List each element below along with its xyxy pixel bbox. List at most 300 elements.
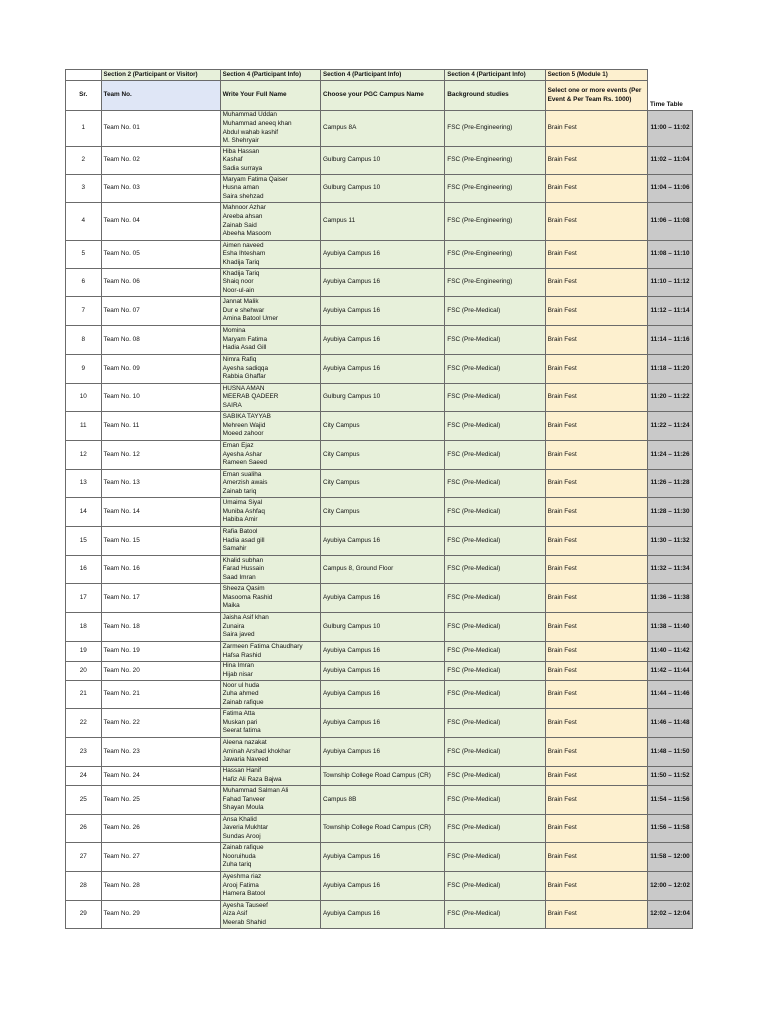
column-header-campus[interactable]: Choose your PGC Campus Name	[320, 81, 444, 111]
background-cell[interactable]: FSC (Pre-Medical)	[445, 872, 545, 901]
sr-cell[interactable]: 27	[66, 843, 102, 872]
sr-cell[interactable]: 9	[66, 355, 102, 384]
team-cell[interactable]: Team No. 25	[101, 786, 220, 815]
participant-name: HUSNA AMAN	[222, 384, 265, 392]
table-row	[66, 709, 693, 738]
team-cell[interactable]: Team No. 15	[101, 527, 220, 556]
table-row	[66, 498, 693, 527]
participant-name: Arooj Fatima	[222, 881, 259, 889]
time-cell[interactable]: 11:14 – 11:16	[648, 326, 693, 355]
campus-cell[interactable]: Campus 8A	[320, 111, 444, 147]
background-cell[interactable]: FSC (Pre-Engineering)	[445, 241, 545, 269]
background-cell[interactable]: FSC (Pre-Engineering)	[445, 203, 545, 241]
participant-name: Muhammad aneeq khan	[222, 119, 292, 127]
background-cell[interactable]: FSC (Pre-Medical)	[445, 384, 545, 412]
campus-cell[interactable]: Ayubiya Campus 16	[320, 872, 444, 901]
team-cell[interactable]: Team No. 06	[101, 269, 220, 297]
event-cell[interactable]: Brain Fest	[545, 412, 647, 441]
sr-cell[interactable]: 11	[66, 412, 102, 441]
campus-cell[interactable]: Ayubiya Campus 16	[320, 738, 444, 767]
background-cell[interactable]: FSC (Pre-Medical)	[445, 843, 545, 872]
names-cell[interactable]	[220, 709, 320, 738]
participant-name: Aimen naveed	[222, 241, 264, 249]
event-cell[interactable]: Brain Fest	[545, 297, 647, 326]
event-cell[interactable]: Brain Fest	[545, 681, 647, 709]
time-cell[interactable]: 11:50 – 11:52	[648, 767, 693, 786]
team-cell[interactable]: Team No. 27	[101, 843, 220, 872]
participant-name: Ayesha sadiqqa	[222, 364, 269, 372]
time-cell[interactable]: 12:00 – 12:02	[648, 872, 693, 901]
names-cell[interactable]	[220, 872, 320, 901]
sr-cell[interactable]: 15	[66, 527, 102, 556]
participant-name: Sundas Arooj	[222, 832, 261, 840]
event-cell[interactable]: Brain Fest	[545, 470, 647, 498]
table-row	[66, 815, 693, 843]
campus-cell[interactable]: City Campus	[320, 470, 444, 498]
event-cell[interactable]: Brain Fest	[545, 556, 647, 584]
names-cell[interactable]	[220, 556, 320, 584]
section-header-cell[interactable]: Section 2 (Participant or Visitor)	[101, 70, 220, 81]
time-cell[interactable]: 11:36 – 11:38	[648, 584, 693, 613]
time-cell[interactable]: 11:32 – 11:34	[648, 556, 693, 584]
participant-name: Ayeshma riaz	[222, 873, 262, 881]
time-cell[interactable]: 11:38 – 11:40	[648, 613, 693, 642]
table-row	[66, 269, 693, 297]
event-cell[interactable]: Brain Fest	[545, 111, 647, 147]
campus-cell[interactable]: Ayubiya Campus 16	[320, 527, 444, 556]
background-cell[interactable]: FSC (Pre-Medical)	[445, 470, 545, 498]
sr-cell[interactable]: 6	[66, 269, 102, 297]
event-cell[interactable]: Brain Fest	[545, 738, 647, 767]
names-cell[interactable]	[220, 297, 320, 326]
table-row	[66, 241, 693, 269]
names-cell[interactable]	[220, 241, 320, 269]
event-cell[interactable]: Brain Fest	[545, 241, 647, 269]
participant-name: Rameen Saeed	[222, 459, 268, 467]
participant-name: Hadia Asad Gill	[222, 344, 267, 352]
participant-name: Samahir	[222, 545, 247, 553]
team-cell[interactable]: Team No. 02	[101, 147, 220, 175]
event-cell[interactable]: Brain Fest	[545, 175, 647, 203]
table-row	[66, 613, 693, 642]
sr-cell[interactable]: 10	[66, 384, 102, 412]
background-cell[interactable]: FSC (Pre-Medical)	[445, 662, 545, 681]
event-cell[interactable]: Brain Fest	[545, 613, 647, 642]
campus-cell[interactable]: Ayubiya Campus 16	[320, 355, 444, 384]
names-cell[interactable]	[220, 738, 320, 767]
table-body	[66, 70, 693, 929]
campus-cell[interactable]: Campus 8B	[320, 786, 444, 815]
sr-cell[interactable]: 14	[66, 498, 102, 527]
participant-name: Aiza Asif	[222, 910, 248, 918]
names-cell[interactable]	[220, 412, 320, 441]
column-header-event[interactable]: Select one or more events (Per Event & Per Team Rs. 1000)	[545, 81, 647, 111]
names-cell[interactable]	[220, 901, 320, 929]
participant-name: Shayan Moula	[222, 804, 264, 812]
names-cell[interactable]	[220, 384, 320, 412]
column-header-timetable[interactable]: Time Table	[648, 81, 693, 111]
time-cell[interactable]: 11:30 – 11:32	[648, 527, 693, 556]
participant-name: Farad Hussain	[222, 565, 265, 573]
names-cell[interactable]	[220, 326, 320, 355]
team-cell[interactable]: Team No. 18	[101, 613, 220, 642]
participant-name: Hafiz Ali Raza Bajwa	[222, 776, 282, 783]
participant-name: Rabbia Ghaffar	[222, 373, 266, 381]
campus-cell[interactable]: Ayubiya Campus 16	[320, 662, 444, 681]
background-cell[interactable]: FSC (Pre-Medical)	[445, 498, 545, 527]
participant-name: Habiba Amir	[222, 516, 258, 524]
background-cell[interactable]: FSC (Pre-Medical)	[445, 527, 545, 556]
participant-name: Meerab Shahid	[222, 918, 266, 926]
background-cell[interactable]: FSC (Pre-Medical)	[445, 642, 545, 662]
time-cell[interactable]: 11:06 – 11:08	[648, 203, 693, 241]
participant-name: Umaima Siyal	[222, 499, 263, 507]
time-cell[interactable]: 11:44 – 11:46	[648, 681, 693, 709]
background-cell[interactable]: FSC (Pre-Medical)	[445, 613, 545, 642]
section-header-cell[interactable]: Section 4 (Participant Info)	[220, 70, 320, 81]
event-cell[interactable]: Brain Fest	[545, 355, 647, 384]
names-cell[interactable]	[220, 147, 320, 175]
background-cell[interactable]: FSC (Pre-Medical)	[445, 681, 545, 709]
team-cell[interactable]: Team No. 03	[101, 175, 220, 203]
team-cell[interactable]: Team No. 19	[101, 642, 220, 662]
participant-name: Abeeha Masoom	[222, 230, 271, 238]
sr-cell[interactable]: 20	[66, 662, 102, 681]
time-cell[interactable]: 11:02 – 11:04	[648, 147, 693, 175]
event-cell[interactable]: Brain Fest	[545, 498, 647, 527]
names-cell[interactable]	[220, 111, 320, 147]
names-cell[interactable]	[220, 843, 320, 872]
section-header-cell[interactable]: Section 5 (Module 1)	[545, 70, 647, 81]
table-row	[66, 147, 693, 175]
campus-cell[interactable]: City Campus	[320, 441, 444, 470]
background-cell[interactable]: FSC (Pre-Medical)	[445, 709, 545, 738]
participant-name: Husna aman	[222, 184, 259, 192]
team-cell[interactable]: Team No. 12	[101, 441, 220, 470]
participant-name: Zuha tariq	[222, 861, 252, 869]
time-cell[interactable]: 11:12 – 11:14	[648, 297, 693, 326]
background-cell[interactable]: FSC (Pre-Engineering)	[445, 269, 545, 297]
campus-cell[interactable]: Gulburg Campus 10	[320, 147, 444, 175]
team-cell[interactable]: Team No. 20	[101, 662, 220, 681]
background-cell[interactable]: FSC (Pre-Engineering)	[445, 111, 545, 147]
time-cell[interactable]: 11:22 – 11:24	[648, 412, 693, 441]
event-cell[interactable]: Brain Fest	[545, 767, 647, 786]
participant-name: Hiba Hassan	[222, 147, 260, 155]
background-cell[interactable]: FSC (Pre-Medical)	[445, 556, 545, 584]
event-cell[interactable]: Brain Fest	[545, 786, 647, 815]
time-cell[interactable]: 11:28 – 11:30	[648, 498, 693, 527]
sr-cell[interactable]: 4	[66, 203, 102, 241]
event-cell[interactable]: Brain Fest	[545, 872, 647, 901]
participant-name: Hafsa Rashid	[222, 651, 262, 659]
names-cell[interactable]	[220, 355, 320, 384]
section-header-blank-cell[interactable]	[66, 70, 102, 81]
sr-cell[interactable]: 13	[66, 470, 102, 498]
sr-cell[interactable]: 24	[66, 767, 102, 786]
sr-cell[interactable]: 29	[66, 901, 102, 929]
campus-cell[interactable]: Gulburg Campus 10	[320, 384, 444, 412]
time-cell[interactable]: 11:54 – 11:56	[648, 786, 693, 815]
team-cell[interactable]: Team No. 11	[101, 412, 220, 441]
section-header-empty	[648, 70, 693, 81]
background-cell[interactable]: FSC (Pre-Medical)	[445, 901, 545, 929]
team-cell[interactable]: Team No. 13	[101, 470, 220, 498]
event-cell[interactable]: Brain Fest	[545, 269, 647, 297]
participant-name: Muhammad Uddan	[222, 111, 277, 119]
campus-cell[interactable]: City Campus	[320, 498, 444, 527]
section-header-row	[66, 70, 693, 81]
participant-name: Aminah Arshad khokhar	[222, 747, 291, 755]
participant-name: M. Shehryair	[222, 137, 259, 145]
participant-name: Jawaria Naveed	[222, 756, 269, 764]
time-cell[interactable]: 11:18 – 11:20	[648, 355, 693, 384]
team-cell[interactable]: Team No. 14	[101, 498, 220, 527]
team-cell[interactable]: Team No. 05	[101, 241, 220, 269]
sr-cell[interactable]: 19	[66, 642, 102, 662]
sr-cell[interactable]: 23	[66, 738, 102, 767]
participant-name: Zainab rafique	[222, 698, 264, 706]
campus-cell[interactable]: Gulburg Campus 10	[320, 613, 444, 642]
campus-cell[interactable]: Ayubiya Campus 16	[320, 901, 444, 929]
background-cell[interactable]: FSC (Pre-Engineering)	[445, 175, 545, 203]
time-cell[interactable]: 11:56 – 11:58	[648, 815, 693, 843]
sr-cell[interactable]: 7	[66, 297, 102, 326]
table-row	[66, 738, 693, 767]
time-cell[interactable]: 11:04 – 11:06	[648, 175, 693, 203]
background-cell[interactable]: FSC (Pre-Medical)	[445, 815, 545, 843]
time-cell[interactable]: 11:00 – 11:02	[648, 111, 693, 147]
participant-name: Muniba Ashfaq	[222, 507, 265, 515]
table-row	[66, 843, 693, 872]
section-header-cell[interactable]: Section 4 (Participant Info)	[445, 70, 545, 81]
names-cell[interactable]	[220, 681, 320, 709]
time-cell[interactable]: 11:24 – 11:26	[648, 441, 693, 470]
time-cell[interactable]: 11:10 – 11:12	[648, 269, 693, 297]
event-cell[interactable]: Brain Fest	[545, 326, 647, 355]
time-cell[interactable]: 11:48 – 11:50	[648, 738, 693, 767]
background-cell[interactable]: FSC (Pre-Medical)	[445, 297, 545, 326]
table-row	[66, 642, 693, 662]
team-cell[interactable]: Team No. 10	[101, 384, 220, 412]
names-cell[interactable]	[220, 642, 320, 662]
participant-name: Hadia asad gill	[222, 536, 265, 544]
sr-cell[interactable]: 21	[66, 681, 102, 709]
team-cell[interactable]: Team No. 01	[101, 111, 220, 147]
participant-name: Momina	[222, 327, 246, 335]
participant-name: Khadija Tariq	[222, 258, 260, 266]
event-cell[interactable]: Brain Fest	[545, 709, 647, 738]
column-header-sr[interactable]: Sr.	[66, 81, 102, 111]
campus-cell[interactable]: Ayubiya Campus 16	[320, 326, 444, 355]
background-cell[interactable]: FSC (Pre-Medical)	[445, 767, 545, 786]
table-row	[66, 355, 693, 384]
table-row	[66, 470, 693, 498]
column-header-background[interactable]: Background studies	[445, 81, 545, 111]
campus-cell[interactable]: Ayubiya Campus 16	[320, 241, 444, 269]
team-cell[interactable]: Team No. 26	[101, 815, 220, 843]
table-row	[66, 111, 693, 147]
participant-name: Abdul wahab kashif	[222, 128, 279, 136]
event-cell[interactable]: Brain Fest	[545, 527, 647, 556]
sr-cell[interactable]: 28	[66, 872, 102, 901]
sr-cell[interactable]: 26	[66, 815, 102, 843]
sr-cell[interactable]: 17	[66, 584, 102, 613]
names-cell[interactable]	[220, 269, 320, 297]
participant-name: Noor ul huda	[222, 681, 260, 689]
background-cell[interactable]: FSC (Pre-Medical)	[445, 412, 545, 441]
participant-name: Khalid subhan	[222, 556, 264, 564]
column-header-name[interactable]: Write Your Full Name	[220, 81, 320, 111]
table-row	[66, 556, 693, 584]
event-cell[interactable]: Brain Fest	[545, 441, 647, 470]
names-cell[interactable]	[220, 662, 320, 681]
participant-name: Moeed zahoor	[222, 430, 264, 438]
participant-name: Masooma Rashid	[222, 593, 273, 601]
event-cell[interactable]: Brain Fest	[545, 147, 647, 175]
time-cell[interactable]: 11:40 – 11:42	[648, 642, 693, 662]
participant-name: Eman Ejaz	[222, 442, 254, 450]
sr-cell[interactable]: 2	[66, 147, 102, 175]
background-cell[interactable]: FSC (Pre-Engineering)	[445, 147, 545, 175]
event-cell[interactable]: Brain Fest	[545, 843, 647, 872]
sr-cell[interactable]: 18	[66, 613, 102, 642]
names-cell[interactable]	[220, 613, 320, 642]
names-cell[interactable]	[220, 815, 320, 843]
names-cell[interactable]	[220, 470, 320, 498]
column-header-row	[66, 81, 693, 111]
campus-cell[interactable]: Ayubiya Campus 16	[320, 709, 444, 738]
team-cell[interactable]: Team No. 07	[101, 297, 220, 326]
participant-name: Muskan pari	[222, 718, 258, 726]
event-cell[interactable]: Brain Fest	[545, 584, 647, 613]
table-row	[66, 662, 693, 681]
time-cell[interactable]: 11:08 – 11:10	[648, 241, 693, 269]
time-cell[interactable]: 12:02 – 12:04	[648, 901, 693, 929]
participant-name: Jaisha Asif khan	[222, 614, 269, 622]
sr-cell[interactable]: 5	[66, 241, 102, 269]
event-cell[interactable]: Brain Fest	[545, 901, 647, 929]
team-cell[interactable]: Team No. 04	[101, 203, 220, 241]
team-cell[interactable]: Team No. 22	[101, 709, 220, 738]
campus-cell[interactable]: Ayubiya Campus 16	[320, 297, 444, 326]
background-cell[interactable]: FSC (Pre-Medical)	[445, 786, 545, 815]
campus-cell[interactable]: Township College Road Campus (CR)	[320, 767, 444, 786]
participant-name: Hijab nisar	[222, 671, 253, 678]
team-cell[interactable]: Team No. 28	[101, 872, 220, 901]
participant-name: Sheeza Qasim	[222, 585, 265, 593]
participant-name: Khadija Tariq	[222, 269, 260, 277]
event-cell[interactable]: Brain Fest	[545, 384, 647, 412]
names-cell[interactable]	[220, 203, 320, 241]
sr-cell[interactable]: 3	[66, 175, 102, 203]
sr-cell[interactable]: 8	[66, 326, 102, 355]
time-cell[interactable]: 11:26 – 11:28	[648, 470, 693, 498]
team-cell[interactable]: Team No. 09	[101, 355, 220, 384]
campus-cell[interactable]: Township College Road Campus (CR)	[320, 815, 444, 843]
participant-name: Sadia surraya	[222, 164, 263, 172]
campus-cell[interactable]: Ayubiya Campus 16	[320, 584, 444, 613]
background-cell[interactable]: FSC (Pre-Medical)	[445, 584, 545, 613]
participant-name: Aleena nazakat	[222, 739, 267, 747]
background-cell[interactable]: FSC (Pre-Medical)	[445, 738, 545, 767]
team-cell[interactable]: Team No. 21	[101, 681, 220, 709]
participant-name: Ayesha Ashar	[222, 450, 262, 458]
campus-cell[interactable]: City Campus	[320, 412, 444, 441]
table-row	[66, 872, 693, 901]
names-cell[interactable]	[220, 786, 320, 815]
event-cell[interactable]: Brain Fest	[545, 815, 647, 843]
participant-name: Zarmeen Fatima Chaudhary	[222, 642, 303, 650]
time-cell[interactable]: 11:20 – 11:22	[648, 384, 693, 412]
participant-name: Maryam Fatima Qaiser	[222, 175, 288, 183]
team-cell[interactable]: Team No. 17	[101, 584, 220, 613]
sr-cell[interactable]: 12	[66, 441, 102, 470]
team-cell[interactable]: Team No. 29	[101, 901, 220, 929]
background-cell[interactable]: FSC (Pre-Medical)	[445, 326, 545, 355]
names-cell[interactable]	[220, 584, 320, 613]
sr-cell[interactable]: 22	[66, 709, 102, 738]
campus-cell[interactable]: Ayubiya Campus 16	[320, 681, 444, 709]
table-row	[66, 527, 693, 556]
participant-name: Hassan Hanif	[222, 767, 262, 775]
participant-name: MEERAB QADEER	[222, 393, 279, 401]
campus-cell[interactable]: Ayubiya Campus 16	[320, 843, 444, 872]
participant-name: Zuha ahmed	[222, 690, 259, 698]
team-cell[interactable]: Team No. 24	[101, 767, 220, 786]
participant-name: Hamera Batool	[222, 890, 266, 898]
table-row	[66, 175, 693, 203]
background-cell[interactable]: FSC (Pre-Medical)	[445, 355, 545, 384]
team-cell[interactable]: Team No. 08	[101, 326, 220, 355]
participant-name: Saira javed	[222, 631, 255, 639]
campus-cell[interactable]: Campus 11	[320, 203, 444, 241]
participant-name: Nimra Rafiq	[222, 356, 257, 364]
sr-cell[interactable]: 25	[66, 786, 102, 815]
campus-cell[interactable]: Gulburg Campus 10	[320, 175, 444, 203]
sr-cell[interactable]: 16	[66, 556, 102, 584]
sr-cell[interactable]: 1	[66, 111, 102, 147]
participant-name: Saira shehzad	[222, 192, 264, 200]
campus-cell[interactable]: Campus 8, Ground Floor	[320, 556, 444, 584]
time-cell[interactable]: 11:42 – 11:44	[648, 662, 693, 681]
event-cell[interactable]: Brain Fest	[545, 203, 647, 241]
team-cell[interactable]: Team No. 16	[101, 556, 220, 584]
table-row	[66, 412, 693, 441]
participant-name: Ansa Khalid	[222, 815, 257, 823]
participant-name: Jannat Malik	[222, 298, 259, 306]
section-header-cell[interactable]: Section 4 (Participant Info)	[320, 70, 444, 81]
participant-name: SABIKA TAYYAB	[222, 413, 271, 421]
table-row	[66, 384, 693, 412]
time-cell[interactable]: 11:46 – 11:48	[648, 709, 693, 738]
names-cell[interactable]	[220, 527, 320, 556]
campus-cell[interactable]: Ayubiya Campus 16	[320, 642, 444, 662]
event-cell[interactable]: Brain Fest	[545, 662, 647, 681]
event-cell[interactable]: Brain Fest	[545, 642, 647, 662]
time-cell[interactable]: 11:58 – 12:00	[648, 843, 693, 872]
names-cell[interactable]	[220, 767, 320, 786]
names-cell[interactable]	[220, 498, 320, 527]
campus-cell[interactable]: Ayubiya Campus 16	[320, 269, 444, 297]
background-cell[interactable]: FSC (Pre-Medical)	[445, 441, 545, 470]
participant-name: Ayesha Tauseef	[222, 901, 268, 909]
team-cell[interactable]: Team No. 23	[101, 738, 220, 767]
names-cell[interactable]	[220, 441, 320, 470]
names-cell[interactable]	[220, 175, 320, 203]
column-header-team[interactable]: Team No.	[101, 81, 220, 111]
participant-name: Javeria Mukhtar	[222, 824, 269, 832]
